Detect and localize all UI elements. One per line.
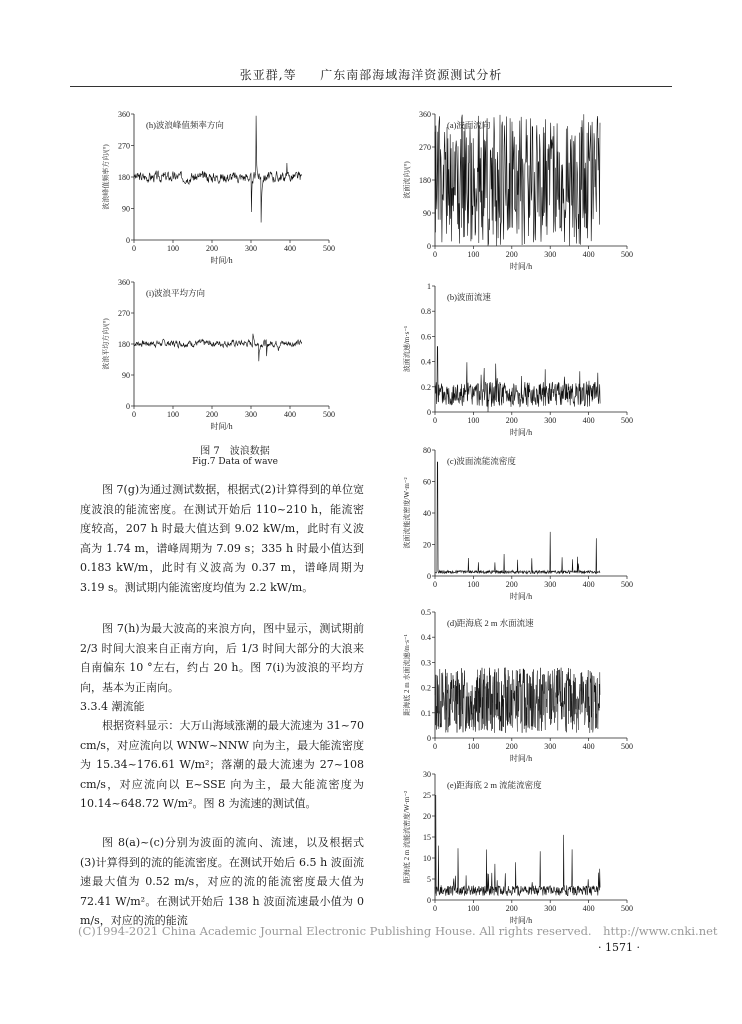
- x-axis-label: 时间/h: [509, 916, 533, 925]
- x-tick-label: 500: [323, 410, 335, 419]
- x-tick-label: 400: [284, 410, 296, 419]
- x-axis-label: 时间/h: [509, 262, 533, 271]
- y-tick-label: 360: [419, 110, 431, 119]
- page-number: · 1571 ·: [598, 941, 640, 954]
- x-axis-label: 时间/h: [509, 592, 533, 601]
- x-tick-label: 0: [433, 580, 437, 589]
- header-rule: [70, 86, 672, 87]
- x-tick-label: 100: [467, 580, 480, 589]
- y-tick-label: 0: [126, 402, 130, 411]
- y-tick-label: 15: [423, 833, 431, 842]
- header-title: 广东南部海域海洋资源测试分析: [320, 68, 503, 82]
- paragraph-3: 根据资料显示：大万山海域涨潮的最大流速为 31~70 cm/s，对应流向以 WNW~NNW 向为主，最大能流密度为 15.34~176.61 W/m²；落潮的最大流速为 27~108 cm/s，对应流向以 E~SSE 向为主，最大能流密度为 10.14~648.72 W/m²。图 8 为流速的测试值。: [80, 719, 364, 810]
- x-tick-label: 100: [467, 742, 480, 751]
- x-tick-label: 500: [621, 904, 633, 913]
- y-tick-label: 0: [427, 408, 431, 417]
- data-series-line: [435, 795, 600, 896]
- x-tick-label: 200: [206, 410, 218, 419]
- data-series-line: [435, 114, 600, 246]
- x-tick-label: 0: [433, 904, 437, 913]
- x-axis-label: 时间/h: [210, 256, 233, 265]
- y-tick-label: 270: [419, 143, 431, 152]
- paragraph-1: 图 7(g)为通过测试数据，根据式(2)计算得到的单位宽度波浪的能流密度。在测试开始后 110~210 h，能流密度较高，207 h 时最大值达到 9.02 kW/m，此时有义波高为 1.74 m，谱峰周期为 7.09 s；335 h 时最小值达到 0.183 kW/m，此时有义波高为 0.37 m，谱峰周期为 3.19 s。测试期内能流密度均值为 2.2 kW/m。: [80, 483, 364, 594]
- y-tick-label: 0: [126, 236, 130, 245]
- y-tick-label: 5: [427, 875, 431, 884]
- x-tick-label: 400: [582, 904, 595, 913]
- y-tick-label: 360: [118, 110, 130, 119]
- y-tick-label: 0.2: [421, 382, 431, 392]
- data-series-line: [435, 668, 600, 733]
- y-axis-label: 距海底 2 m 水面流速/m·s⁻¹: [403, 634, 411, 716]
- x-tick-label: 0: [132, 244, 136, 253]
- x-tick-label: 500: [621, 250, 633, 259]
- x-tick-label: 300: [544, 580, 557, 589]
- x-tick-label: 500: [621, 416, 633, 425]
- y-tick-label: 60: [423, 477, 431, 487]
- data-series-line: [134, 334, 302, 362]
- x-tick-label: 200: [206, 244, 218, 253]
- x-tick-label: 300: [544, 904, 557, 913]
- y-axis-label: 波浪峰值频率方向/(°): [102, 144, 110, 210]
- chart-h: [94, 108, 344, 276]
- x-tick-label: 200: [505, 742, 518, 751]
- y-tick-label: 30: [423, 770, 431, 779]
- y-tick-label: 0.4: [421, 633, 431, 643]
- y-axis-label: 波浪平均方向/(°): [102, 318, 110, 370]
- paragraph-2: 图 7(h)为最大波高的来浪方向，图中显示，测试期前 2/3 时间大浪来自正南方向，后 1/3 时间大部分的大浪来自南偏东 10 °左右，约占 20 h。图 7(i)为波浪的平均方向，基本为正南向。: [80, 622, 364, 694]
- x-tick-label: 200: [505, 904, 518, 913]
- x-tick-label: 500: [621, 742, 633, 751]
- y-tick-label: 360: [118, 278, 130, 287]
- figure-caption-en: Fig.7 Data of wave: [192, 457, 278, 467]
- x-tick-label: 300: [245, 244, 257, 253]
- x-axis-label: 时间/h: [509, 428, 533, 437]
- y-tick-label: 0: [427, 572, 431, 581]
- x-tick-label: 100: [467, 250, 480, 259]
- y-tick-label: 0.5: [421, 608, 431, 617]
- x-tick-label: 0: [433, 250, 437, 259]
- chart-title: (c)波面流能流密度: [447, 456, 516, 466]
- x-tick-label: 200: [505, 250, 518, 259]
- y-tick-label: 270: [118, 309, 130, 318]
- y-tick-label: 90: [122, 204, 130, 214]
- paragraph-4: 图 8(a)~(c)分别为波面的流向、流速，以及根据式(3)计算得到的流的能流密度。在测试开始后 6.5 h 波面流速最大值为 0.52 m/s，对应的流的能流密度最大值为 72.41 W/m²。在测试开始后 138 h 波面流速最小值为 0 m/s，对应的流的能流: [80, 836, 364, 927]
- x-axis-label: 时间/h: [210, 422, 233, 431]
- header-authors: 张亚群,等: [239, 68, 297, 82]
- y-axis-label: 距海底 2 m 流能流密度/W·m⁻²: [403, 790, 411, 884]
- y-tick-label: 90: [122, 371, 130, 380]
- x-tick-label: 100: [467, 904, 480, 913]
- y-axis-label: 波面流速/m·s⁻¹: [403, 325, 411, 373]
- y-tick-label: 0.8: [421, 307, 431, 317]
- x-tick-label: 400: [582, 580, 595, 589]
- y-tick-label: 0: [427, 734, 431, 743]
- y-tick-label: 90: [423, 209, 431, 218]
- y-tick-label: 180: [118, 340, 130, 349]
- x-tick-label: 100: [167, 244, 179, 253]
- y-tick-label: 80: [423, 446, 431, 455]
- copyright-notice: (C)1994-2021 China Academic Journal Electronic Publishing House. All rights reserved. http://www.cnki.net: [78, 924, 718, 938]
- figure-caption-cn: 图 7 波浪数据: [200, 446, 270, 457]
- y-tick-label: 0.1: [421, 708, 431, 718]
- chart-d: [395, 606, 643, 766]
- x-tick-label: 100: [167, 410, 179, 419]
- chart-title: (b)波面流速: [447, 292, 491, 302]
- chart-title: (i)波浪平均方向: [146, 288, 206, 298]
- x-tick-label: 300: [245, 410, 257, 419]
- y-tick-label: 180: [118, 173, 130, 182]
- y-tick-label: 0.6: [421, 332, 431, 342]
- data-series-line: [435, 347, 600, 413]
- y-tick-label: 0: [427, 242, 431, 251]
- x-tick-label: 100: [467, 416, 480, 425]
- chart-i: [94, 276, 344, 440]
- y-tick-label: 20: [423, 540, 431, 550]
- data-series-line: [435, 462, 600, 574]
- chart-e: [395, 768, 643, 928]
- y-tick-label: 270: [118, 141, 130, 151]
- x-tick-label: 400: [284, 244, 296, 253]
- x-tick-label: 0: [132, 410, 136, 419]
- x-tick-label: 0: [433, 416, 437, 425]
- y-tick-label: 0: [427, 896, 431, 905]
- chart-c: [395, 444, 643, 604]
- y-tick-label: 25: [423, 791, 431, 800]
- x-tick-label: 0: [433, 742, 437, 751]
- x-tick-label: 500: [621, 580, 633, 589]
- y-tick-label: 20: [423, 812, 431, 821]
- x-tick-label: 400: [582, 250, 595, 259]
- x-tick-label: 200: [505, 580, 518, 589]
- chart-b: [395, 280, 643, 442]
- x-tick-label: 300: [544, 742, 557, 751]
- chart-title: (h)波浪峰值频率方向: [146, 120, 224, 130]
- y-tick-label: 0.3: [421, 658, 431, 668]
- x-tick-label: 300: [544, 416, 557, 425]
- y-axis-label: 波面流能流密度/W·m⁻²: [403, 477, 411, 549]
- chart-title: (e)距海底 2 m 流能流密度: [447, 780, 542, 790]
- chart-a: [395, 108, 643, 278]
- x-tick-label: 400: [582, 742, 595, 751]
- y-tick-label: 180: [419, 176, 431, 185]
- y-tick-label: 1: [427, 282, 431, 291]
- chart-title: (d)距海底 2 m 水面流速: [447, 618, 534, 628]
- y-tick-label: 40: [423, 509, 431, 518]
- y-axis-label: 波面流向/(°): [403, 161, 411, 199]
- data-series-line: [134, 116, 302, 223]
- y-tick-label: 0.2: [421, 683, 431, 693]
- y-tick-label: 10: [423, 854, 431, 863]
- x-tick-label: 200: [505, 416, 518, 425]
- x-tick-label: 500: [323, 244, 335, 253]
- x-axis-label: 时间/h: [509, 754, 533, 763]
- y-tick-label: 0.4: [421, 357, 431, 367]
- x-tick-label: 400: [582, 416, 595, 425]
- x-tick-label: 300: [544, 250, 557, 259]
- section-heading: 3.3.4 潮流能: [80, 700, 145, 713]
- chart-title: (a)波面流向: [447, 120, 491, 130]
- running-header: [0, 66, 742, 83]
